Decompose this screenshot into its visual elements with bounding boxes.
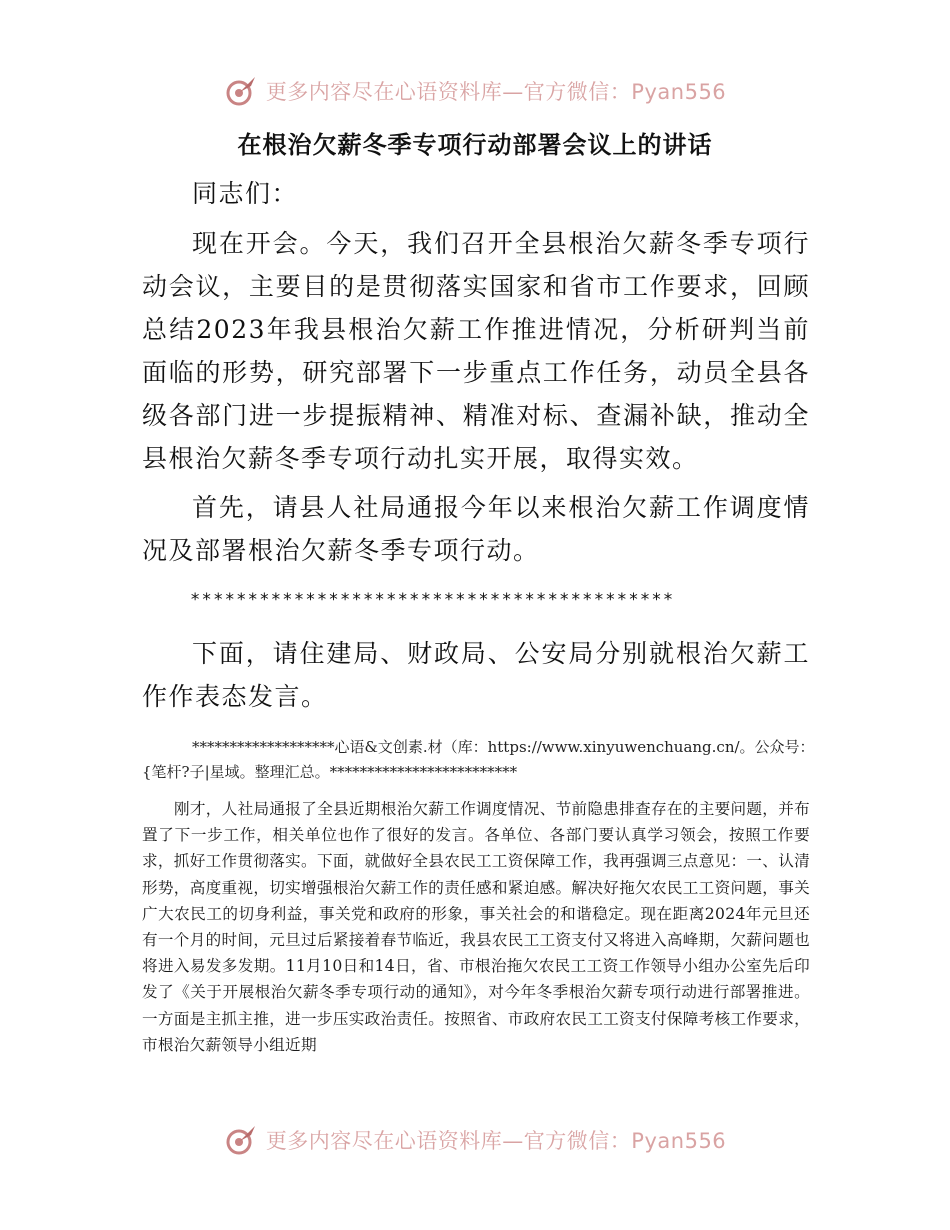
star-separator: ****************************************** — [190, 590, 675, 610]
body-text: 刚才，人社局通报了全县近期根治欠薪工作调度情况、节前隐患排查存在的主要问题，并布置了下一步工作，相关单位也作了很好的发言。各单位、各部门要认真学习领会，按照工作要求，抓好工作贯彻落实。下面，就做好全县农民工工资保障工作，我再强调三点意见：一、认清形势，高度重视，切实增强根治欠薪工作的责任感和紧迫感。解决好拖欠农民工工资问题，事关广大农民工的切身利益，事关党和政府的形象，事关社会的和谐稳定。现在距离2024年元旦还有一个月的时间，元旦过后紧接着春节临近，我县农民工工资支付又将进入高峰期，欠薪问题也将进入易发多发期。11月10日和14日，省、市根治拖欠农民工工资工作领导小组办公室先后印发了《关于开展根治欠薪冬季专项行动的通知》，对今年冬季根治欠薪专项行动进行部署推进。一方面是主抓主推，进一步压实政治责任。按照省、市政府农民工工资支付保障考核工作要求，市根治欠薪领导小组近期 — [142, 800, 810, 1054]
paragraph-2: 首先，请县人社局通报今年以来根治欠薪工作调度情况及部署根治欠薪冬季专项行动。 — [142, 493, 810, 565]
paragraph-1: 现在开会。今天，我们召开全县根治欠薪冬季专项行动会议，主要目的是贯彻落实国家和省市工作要求，回顾总结2023年我县根治欠薪工作推进情况，分析研判当前面临的形势，研究部署下一步重点工作任务，动员全县各级各部门进一步提振精神、精准对标、查漏补缺，推动全县根治欠薪冬季专项行动扎实开展，取得实效。 — [142, 229, 810, 473]
quill-seal-icon — [224, 74, 258, 108]
source-note: *******************心语&文创素.材（库：https://www.xinyuwenchuang.cn/。公众号：{笔杆?子|星域。整理汇总。************************* — [142, 738, 815, 781]
greeting: 同志们： — [192, 179, 299, 208]
watermark-text: 更多内容尽在心语资料库—官方微信：Pyan556 — [265, 1129, 727, 1153]
header-watermark-banner — [0, 71, 950, 111]
footer-watermark-banner — [0, 1120, 950, 1160]
page-title: 在根治欠薪冬季专项行动部署会议上的讲话 — [237, 130, 713, 159]
quill-seal-icon — [224, 1123, 258, 1157]
paragraph-3: 下面，请住建局、财政局、公安局分别就根治欠薪工作作表态发言。 — [142, 639, 810, 711]
watermark-text: 更多内容尽在心语资料库—官方微信：Pyan556 — [265, 80, 727, 104]
